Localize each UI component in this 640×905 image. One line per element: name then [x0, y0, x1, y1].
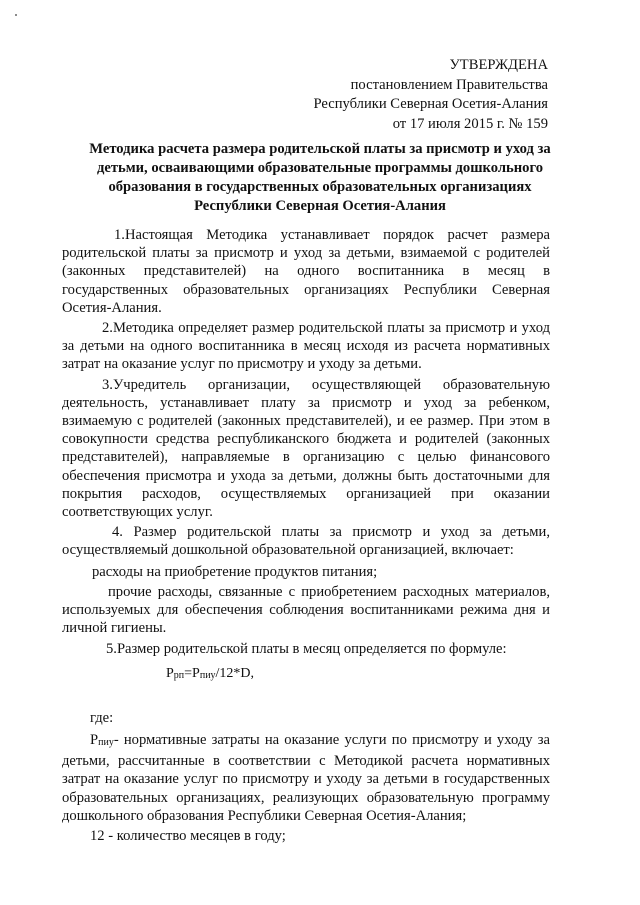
- title-line: Республики Северная Осетия-Алания: [194, 198, 446, 214]
- approval-date: от 17 июля 2015 г. № 159: [392, 115, 548, 132]
- formula: [62, 665, 550, 685]
- definition-months: 12 - количество месяцев в году;: [90, 828, 286, 845]
- definition-symbol: P: [90, 732, 99, 749]
- approval-line: постановлением Правительства: [350, 76, 548, 93]
- scan-speck: [15, 14, 17, 16]
- list-item-other-expenses: прочие расходы, связанные с приобретением расходных материалов, используемых для обеспечения соблюдения воспитанниками режима дня и личной гигиены.: [62, 583, 550, 637]
- paragraph-3: 3.Учредитель организации, осуществляющей образовательную деятельность, устанавливает плату за присмотр и уход за ребенком, взимаемую с родителей (законных представителей), и ее размер. При этом в совокупности средства республиканского бюджета и родителей (законных представителей), направляемые в организацию с целью финансового обеспечения присмотра и ухода за детьми, должны быть достаточными для покрытия расходов, осуществляемых организацией при оказании соответствующих услуг.: [62, 376, 550, 521]
- paragraph-5: 5.Размер родительской платы в месяц определяется по формуле:: [106, 641, 507, 658]
- formula-rest: /12*D,: [215, 665, 255, 681]
- list-item-food: расходы на приобретение продуктов питания;: [92, 563, 378, 580]
- definition-symbol-sub: пиу: [98, 737, 114, 749]
- formula-lhs-sub: рп: [173, 669, 185, 681]
- formula-rhs-sub: пиу: [199, 669, 216, 681]
- title-line: детьми, осваивающими образовательные программы дошкольного: [96, 160, 544, 176]
- document-title: [60, 140, 580, 216]
- approval-heading: УТВЕРЖДЕНА: [449, 57, 548, 73]
- definition-text: - нормативные затраты на оказание услуги по присмотру и уходу за детьми, рассчитанные в соответствии с Методикой расчета нормативных затрат на оказание услуг по присмотру и уходу за детьми в государственных образовательных организациях, реализующих образовательную программу дошкольного образования Республики Северная Осетия-Алания;: [62, 732, 550, 824]
- approval-stamp-block: [313, 56, 548, 134]
- where-label: где:: [90, 709, 114, 726]
- paragraph-2: 2.Методика определяет размер родительской платы за присмотр и уход за детьми на одного воспитанника в месяц исходя из расчета нормативных затрат на оказание услуг по присмотру и уходу за детьми.: [62, 320, 550, 373]
- definition-ppiu: [62, 731, 550, 825]
- title-line: Методика расчета размера родительской платы за присмотр и уход за: [89, 141, 551, 157]
- title-line: образования в государственных образовательных организациях: [108, 179, 532, 195]
- document-body: [62, 226, 550, 845]
- paragraph-1: 1.Настоящая Методика устанавливает порядок расчет размера родительской платы за присмотр и уход за детьми, взимаемой с родителей (законных представителей) на одного воспитанника в месяц в государственных образовательных организациях Республики Северная Осетия-Алания.: [62, 227, 550, 316]
- paragraph-4: 4. Размер родительской платы за присмотр и уход за детьми, осуществляемый дошкольной образовательной организацией, включает:: [62, 524, 550, 559]
- formula-lhs: P: [166, 665, 174, 681]
- approval-line: Республики Северная Осетия-Алания: [313, 96, 548, 112]
- formula-eq: =P: [184, 665, 200, 681]
